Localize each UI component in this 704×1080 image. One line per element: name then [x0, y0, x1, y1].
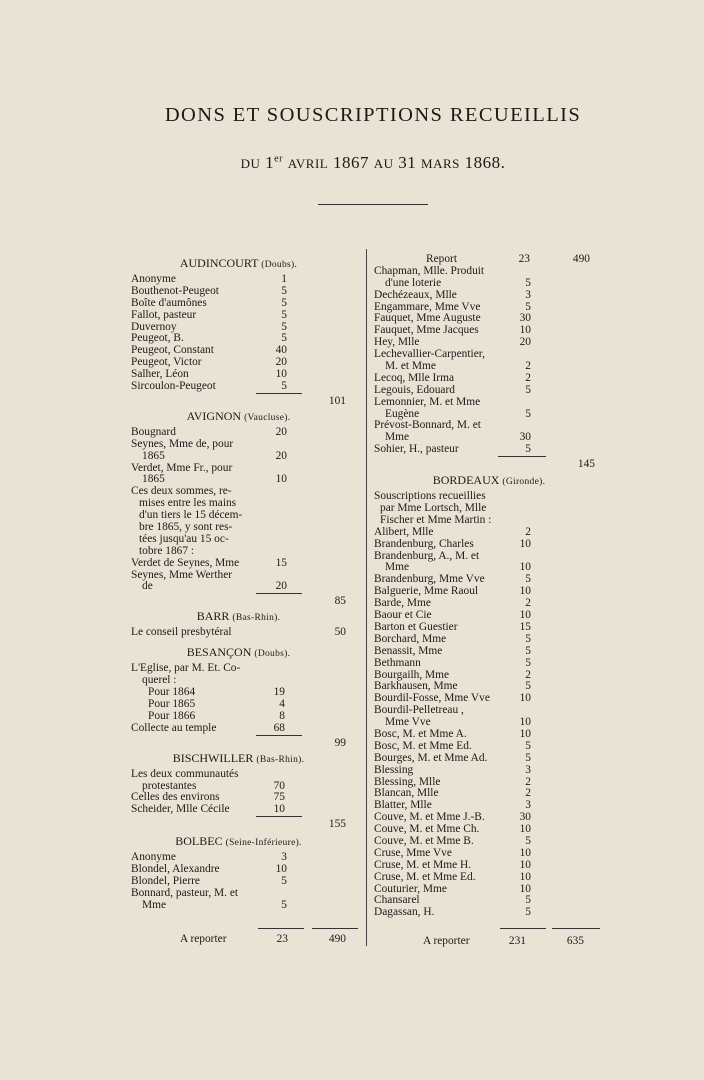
entry-name: Dagassan, H.: [374, 906, 435, 919]
entry-name: Collecte au temple: [131, 721, 217, 734]
footer-rule: [552, 928, 600, 929]
section-total-row: [131, 393, 346, 411]
entry-amount: 2: [525, 525, 531, 538]
entry-amount: 5: [525, 834, 531, 847]
entry-name-cont: de: [142, 580, 153, 593]
entry-amount: 5: [281, 898, 287, 911]
entry-amount: 10: [519, 609, 531, 622]
entry-amount: 10: [275, 863, 287, 876]
section-name: AUDINCOURT: [179, 256, 259, 270]
section-region: (Doubs).: [261, 260, 298, 270]
entry-name: Pour 1865: [148, 697, 196, 710]
entry-name: Verdet, Mme Fr., pour: [131, 461, 233, 474]
sum-rule: [256, 593, 302, 594]
entry-name-cont: Mme: [385, 431, 410, 444]
entry-amount: 10: [519, 716, 531, 729]
entry-amount: 10: [519, 561, 531, 574]
entry-name: Pour 1866: [148, 709, 196, 722]
entry-name: Blessing: [374, 763, 414, 776]
subtitle-au: AU: [373, 156, 394, 171]
entry-amount: 5: [281, 380, 287, 393]
entry-amount: 10: [519, 870, 531, 883]
entry-name: Scheider, Mlle Cécile: [131, 803, 230, 816]
subtitle-day2: 31: [398, 153, 417, 172]
entry-amount: 20: [519, 336, 531, 349]
section-name: BOLBEC: [175, 834, 223, 849]
entry-name: Le conseil presbytéral: [131, 626, 232, 639]
entry-amount: 20: [275, 449, 287, 462]
entry-name: Fauquet, Mme Jacques: [374, 324, 479, 337]
entry-name: Chapman, Mlle. Produit: [374, 264, 485, 277]
entry-name: Dechézeaux, Mlle: [374, 288, 457, 301]
section-total: 155: [328, 818, 346, 831]
sum-rule: [256, 816, 302, 817]
list-item: [374, 266, 604, 278]
section-region: (Bas-Rhin).: [256, 754, 305, 765]
footer-rule: [500, 928, 546, 929]
section-name: BISCHWILLER: [172, 750, 254, 765]
entry-amount: 1: [281, 273, 287, 285]
carry-forward-amount: 231: [508, 935, 526, 947]
title-rule: [318, 204, 428, 205]
entry-name: L'Eglise, par M. Et. Co-: [131, 662, 241, 675]
entry-name: Salher, Léon: [131, 368, 189, 381]
entry-amount: 2: [525, 775, 531, 788]
entry-name: Bethmann: [374, 656, 421, 669]
carry-forward-label: A reporter: [180, 933, 227, 945]
entry-amount: 10: [519, 727, 531, 740]
entry-name: Ces deux sommes, re-: [131, 485, 232, 498]
entry-name: Peugeot, Victor: [131, 356, 202, 369]
entry-name: Blondel, Pierre: [131, 874, 200, 887]
entry-name: Hey, Mlle: [374, 336, 420, 349]
entry-amount: 5: [281, 332, 287, 345]
entry-amount: 30: [519, 312, 531, 325]
entry-amount: 2: [525, 597, 531, 610]
entry-amount: 5: [525, 680, 531, 693]
entry-name: Cruse, M. et Mme H.: [374, 858, 472, 871]
entry-name: Blatter, Mlle: [374, 799, 432, 812]
entry-name: d'un tiers le 15 décem-: [139, 509, 243, 522]
entry-amount: 5: [525, 407, 531, 420]
sum-rule: [498, 456, 546, 457]
entry-name: Boîte d'aumônes: [131, 296, 207, 309]
entry-name: Blessing, Mlle: [374, 775, 441, 788]
entry-name-cont: protestantes: [142, 779, 197, 792]
entry-amount: 5: [525, 383, 531, 396]
entry-amount: 70: [273, 779, 285, 792]
entry-amount: 5: [281, 874, 287, 887]
entry-name: Fallot, pasteur: [131, 308, 197, 321]
section-total-row: [131, 735, 346, 753]
entry-name: Cruse, Mme Vve: [374, 846, 452, 859]
entry-name: Couve, M. et Mme B.: [374, 834, 474, 847]
entry-amount: 10: [273, 803, 285, 816]
section-name: AVIGNON: [186, 408, 242, 423]
section-name: BARR: [196, 609, 230, 624]
entry-name: Bourges, M. et Mme Ad.: [374, 751, 488, 764]
entry-name: Balguerie, Mme Raoul: [374, 585, 479, 598]
section-total: 99: [334, 736, 346, 749]
sum-rule: [256, 393, 302, 394]
entry-name: Alibert, Mlle: [374, 525, 434, 538]
entry-amount: 3: [525, 799, 531, 812]
entry-amount: 5: [525, 300, 531, 313]
entry-amount: 40: [275, 344, 287, 357]
list-item: [374, 907, 604, 919]
entry-amount: 2: [525, 787, 531, 800]
subtitle-day: 1: [265, 153, 275, 172]
entry-amount: 5: [281, 320, 287, 333]
entry-name: Bourdil-Fosse, Mme Vve: [374, 692, 490, 705]
entry-amount: 20: [275, 425, 287, 438]
entry-name: Bouthenot-Peugeot: [131, 284, 219, 297]
entry-name: Lecoq, Mlle Irma: [374, 371, 455, 384]
entry-name: Engammare, Mme Vve: [374, 300, 481, 313]
entry-name: Blondel, Alexandre: [131, 863, 220, 876]
section-heading: [374, 472, 604, 488]
section-region: (Doubs).: [254, 649, 291, 660]
entry-amount: 30: [519, 431, 531, 444]
entry-amount: 5: [525, 739, 531, 752]
list-item: [131, 381, 346, 393]
section-region: (Seine-Inférieure).: [225, 838, 302, 849]
entry-amount: 5: [281, 308, 287, 321]
section-heading: [131, 255, 346, 271]
section-name: BESANÇON: [186, 645, 252, 660]
entry-name-cont: querel :: [142, 674, 177, 687]
entry-name-cont: 1865: [142, 449, 165, 462]
entry-name: Couve, M. et Mme Ch.: [374, 823, 480, 836]
entry-name: Seynes, Mme Werther: [131, 568, 233, 581]
entry-amount: 20: [275, 356, 287, 369]
entry-amount: 5: [525, 443, 531, 456]
list-item: [374, 444, 604, 456]
right-column: [374, 254, 604, 919]
entry-name: Couve, M. et Mme J.-B.: [374, 811, 485, 824]
footer-rule: [258, 928, 304, 929]
section-region: (Gironde).: [502, 477, 546, 488]
entry-amount: 8: [279, 709, 285, 722]
carry-forward-total: 635: [566, 935, 584, 947]
entry-name: tobre 1867 :: [139, 544, 195, 557]
entry-amount: 10: [519, 882, 531, 895]
entry-name: Barde, Mme: [374, 597, 431, 610]
section-total: 50: [334, 626, 346, 639]
entry-amount: 3: [525, 763, 531, 776]
subtitle-year1: 1867: [332, 153, 369, 172]
report-amount: 23: [518, 253, 530, 265]
entry-amount: 5: [525, 656, 531, 669]
entry-amount: 4: [279, 697, 285, 710]
entry-amount: 5: [281, 296, 287, 309]
entry-name: Legouis, Edouard: [374, 383, 455, 396]
entry-amount: 10: [519, 823, 531, 836]
entry-name: Bougnard: [131, 425, 176, 438]
list-item: [131, 439, 346, 451]
subtitle-sup: er: [274, 153, 283, 165]
bordeaux-intro: [374, 491, 604, 527]
subtitle-du: DU: [240, 156, 261, 171]
entry-name: tées jusqu'au 15 oc-: [139, 532, 229, 545]
section-region: (Bas-Rhin).: [232, 613, 281, 624]
entry-amount: 68: [273, 721, 285, 734]
entry-name: Fischer et Mme Martin :: [380, 513, 492, 526]
entry-name: Seynes, Mme de, pour: [131, 437, 234, 450]
entry-amount: 10: [519, 692, 531, 705]
entry-name: Barton et Guestier: [374, 620, 458, 633]
entry-name: Sohier, H., pasteur: [374, 443, 459, 456]
entry-name-cont: Eugène: [385, 407, 420, 420]
entry-amount: 15: [275, 556, 287, 569]
entry-name: mises entre les mains: [139, 497, 237, 510]
entry-amount: 3: [281, 851, 287, 864]
entry-name: Brandenburg, Charles: [374, 537, 474, 550]
entry-name: Borchard, Mme: [374, 632, 447, 645]
entry-name: Sircoulon-Peugeot: [131, 380, 216, 393]
entry-amount: 20: [275, 580, 287, 593]
entry-amount: 10: [519, 858, 531, 871]
entry-name: Anonyme: [131, 273, 176, 285]
entry-amount: 10: [519, 585, 531, 598]
entry-name: Brandenburg, A., M. et: [374, 549, 480, 562]
entry-amount: 30: [519, 811, 531, 824]
carry-forward-total: 490: [328, 933, 346, 945]
entry-amount: 2: [525, 371, 531, 384]
section-heading: [131, 833, 346, 849]
entry-name: Bosc, M. et Mme A.: [374, 727, 467, 740]
entry-amount: 5: [281, 284, 287, 297]
entry-name-cont: d'une loterie: [385, 276, 442, 289]
entry-name: Chansarel: [374, 894, 420, 907]
entry-name-cont: Mme: [142, 898, 167, 911]
entry-name: Couturier, Mme: [374, 882, 447, 895]
entry-name: Bourdil-Pelletreau ,: [374, 704, 464, 717]
entry-amount: 10: [275, 368, 287, 381]
entry-name: bre 1865, y sont res-: [139, 521, 233, 534]
entry-amount: 3: [525, 288, 531, 301]
entry-amount: 10: [275, 473, 287, 486]
entry-amount: 75: [273, 791, 285, 804]
entry-name: Souscriptions recueillies: [374, 490, 486, 503]
bordeaux-list: [374, 527, 604, 919]
entry-name: Les deux communautés: [131, 767, 239, 780]
section-total-row: [131, 816, 346, 834]
entry-amount: 15: [519, 620, 531, 633]
subtitle-month2: MARS: [421, 156, 460, 171]
list-item: [131, 581, 346, 593]
list-item: [131, 570, 346, 582]
left-column: [131, 250, 346, 912]
entry-name-cont: 1865: [142, 473, 165, 486]
entry-amount: 10: [519, 324, 531, 337]
report-total: 490: [572, 253, 590, 265]
entry-name: Peugeot, B.: [131, 332, 184, 345]
carry-forward-amount: 23: [276, 933, 288, 945]
footer-rule: [312, 928, 358, 929]
entry-name: Benassit, Mme: [374, 644, 443, 657]
list-item: [131, 769, 346, 781]
audincourt-list: [131, 274, 346, 393]
entry-amount: 19: [273, 686, 285, 699]
section-total: 101: [328, 394, 346, 407]
list-item: [131, 723, 346, 735]
entry-amount: 2: [525, 360, 531, 373]
section-name: BORDEAUX: [432, 473, 500, 488]
section-total-row: [374, 456, 604, 474]
entry-name: Lemonnier, M. et Mme: [374, 395, 481, 408]
section-heading: [131, 644, 346, 660]
section-total: 85: [334, 595, 346, 608]
page-title: DONS ET SOUSCRIPTIONS RECUEILLIS: [164, 104, 582, 126]
entry-name: Lechevallier-Carpentier,: [374, 348, 485, 361]
entry-amount: 5: [525, 573, 531, 586]
entry-name: Peugeot, Constant: [131, 344, 214, 357]
rouen-list: [374, 266, 604, 456]
entry-name: Verdet de Seynes, Mme: [131, 556, 240, 569]
entry-amount: 5: [525, 276, 531, 289]
avignon-note: [131, 486, 346, 557]
section-total: 145: [577, 458, 595, 471]
entry-amount: 2: [525, 668, 531, 681]
entry-name: Pour 1864: [148, 686, 196, 699]
entry-amount: 10: [519, 846, 531, 859]
section-region: (Vaucluse).: [244, 412, 291, 423]
entry-name: Bonnard, pasteur, M. et: [131, 886, 239, 899]
list-item: [131, 900, 346, 912]
entry-amount: 10: [519, 537, 531, 550]
sum-rule: [256, 735, 302, 736]
entry-name: Duvernoy: [131, 320, 177, 333]
entry-name: Bosc, M. et Mme Ed.: [374, 739, 472, 752]
entry-name: Bourgailh, Mme: [374, 668, 450, 681]
entry-amount: 5: [525, 644, 531, 657]
entry-name: Anonyme: [131, 851, 176, 864]
entry-name-cont: M. et Mme: [385, 360, 436, 373]
section-total-row: [131, 593, 346, 611]
entry-name-cont: Mme Vve: [385, 716, 431, 729]
entry-amount: 5: [525, 906, 531, 919]
list-item: [131, 627, 346, 639]
entry-name: Baour et Cie: [374, 609, 432, 622]
entry-name: Barkhausen, Mme: [374, 680, 458, 693]
entry-name: Celles des environs: [131, 791, 220, 804]
entry-amount: 5: [525, 751, 531, 764]
entry-name: Cruse, M. et Mme Ed.: [374, 870, 476, 883]
page-subtitle: [0, 153, 704, 173]
entry-name: Brandenburg, Mme Vve: [374, 573, 485, 586]
entry-amount: 5: [525, 632, 531, 645]
entry-amount: 5: [525, 894, 531, 907]
entry-name: Blancan, Mlle: [374, 787, 439, 800]
subtitle-year2: 1868.: [464, 153, 506, 172]
list-item: [131, 804, 346, 816]
column-divider: [366, 249, 367, 946]
subtitle-month: AVRIL: [287, 156, 329, 171]
entry-name: Prévost-Bonnard, M. et: [374, 419, 481, 432]
entry-name: par Mme Lortsch, Mlle: [380, 502, 487, 515]
entry-name: Fauquet, Mme Auguste: [374, 312, 481, 325]
report-label: Report: [426, 253, 458, 265]
list-item: [374, 397, 604, 409]
list-item: [131, 888, 346, 900]
entry-name-cont: Mme: [385, 561, 410, 574]
carry-forward-label: A reporter: [423, 935, 470, 947]
